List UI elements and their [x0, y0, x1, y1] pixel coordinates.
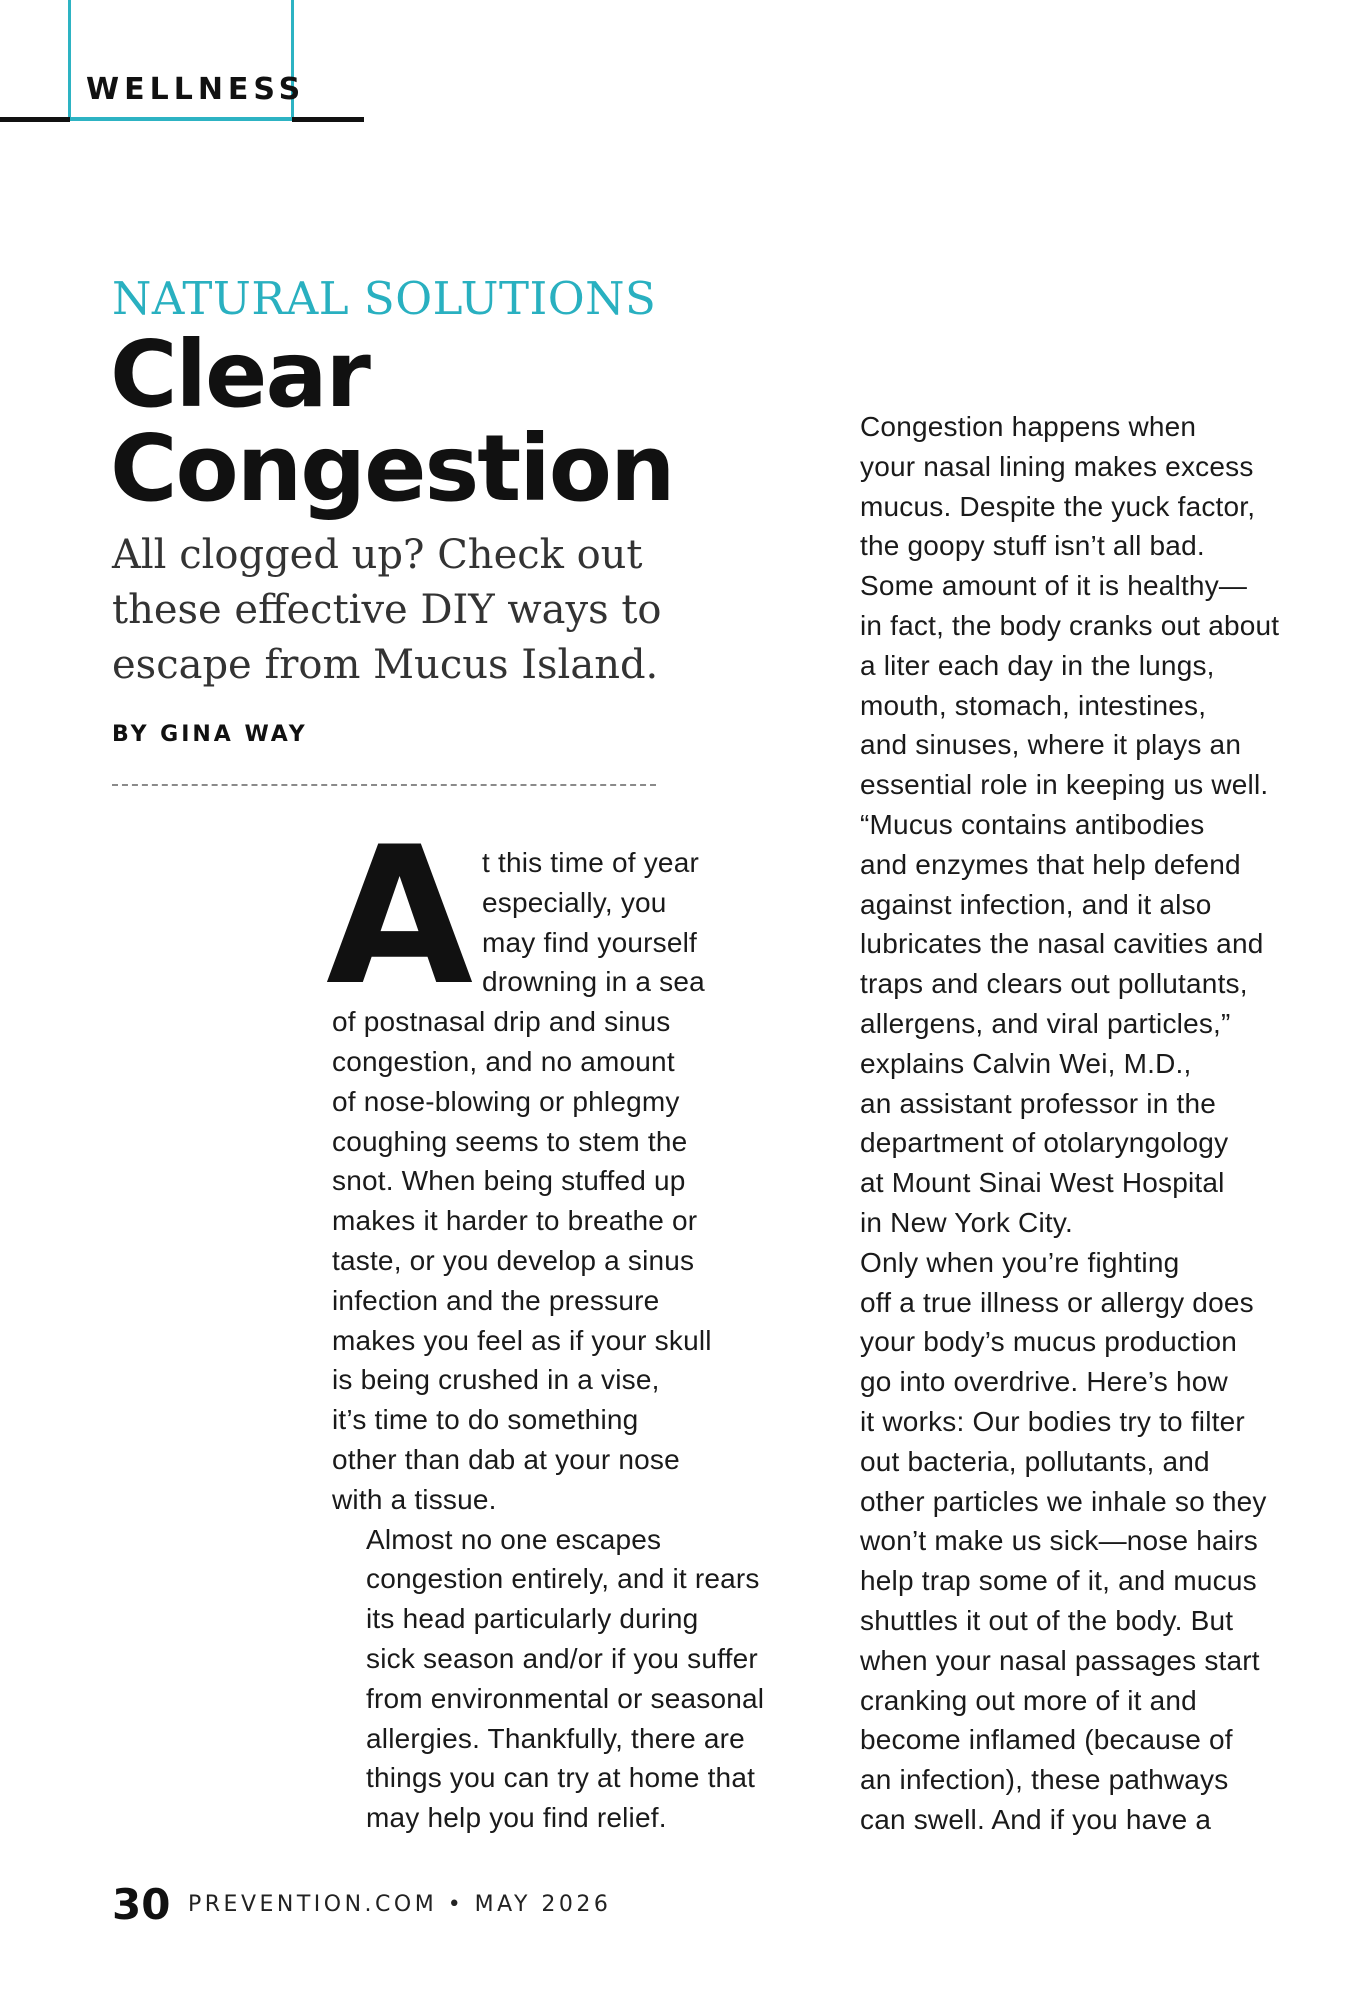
section-label: WELLNESS [86, 72, 306, 107]
text-line: coughing seems to stem the [332, 1125, 688, 1157]
text-line: Only when you’re fighting [860, 1246, 1180, 1278]
text-line: go into overdrive. Here’s how [860, 1366, 1228, 1398]
text-line: of postnasal drip and sinus [332, 1006, 671, 1038]
text-line: help trap some of it, and mucus [860, 1565, 1257, 1597]
text-line: infection and the pressure [332, 1284, 660, 1316]
dashed-divider [112, 784, 656, 786]
text-line: against infection, and it also [860, 888, 1212, 920]
header-rule-left [0, 117, 70, 122]
text-line: drowning in a sea [482, 966, 705, 998]
text-line: from environmental or seasonal [366, 1682, 765, 1714]
text-line: cranking out more of it and [860, 1684, 1197, 1716]
text-line: shuttles it out of the body. But [860, 1604, 1234, 1636]
text-line: your nasal lining makes excess [860, 450, 1254, 482]
kicker: NATURAL SOLUTIONS [112, 272, 657, 325]
text-line: at Mount Sinai West Hospital [860, 1167, 1225, 1199]
text-line: it works: Our bodies try to filter [860, 1405, 1245, 1437]
publication-folio: PREVENTION.COM • MAY 2026 [188, 1892, 612, 1917]
text-line: with a tissue. [332, 1483, 497, 1515]
text-line: is being crushed in a vise, [332, 1364, 660, 1396]
text-line: out bacteria, pollutants, and [860, 1445, 1210, 1477]
page-number: 30 [112, 1880, 171, 1929]
text-line: become inflamed (because of [860, 1724, 1233, 1756]
header-rule-right [292, 117, 364, 122]
text-line: may help you find relief. [366, 1802, 667, 1834]
text-line: the goopy stuff isn’t all bad. [860, 530, 1205, 562]
paragraph [826, 1243, 1346, 1840]
text-line: an infection), these pathways [860, 1764, 1229, 1796]
text-line: other particles we inhale so they [860, 1485, 1267, 1517]
text-line: Almost no one escapes [366, 1523, 662, 1555]
text-line: can swell. And if you have a [860, 1803, 1212, 1835]
text-line: your body’s mucus production [860, 1326, 1238, 1358]
byline: BY GINA WAY [112, 722, 308, 747]
text-line: and enzymes that help defend [860, 848, 1241, 880]
text-line: Some amount of it is healthy— [860, 570, 1248, 602]
text-line: allergens, and viral particles,” [860, 1007, 1231, 1039]
title-line: Clear [110, 321, 369, 428]
text-line: especially, you [482, 886, 667, 918]
article-column-1 [332, 843, 792, 1838]
text-line: of nose-blowing or phlegmy [332, 1085, 680, 1117]
title-line: Congestion [110, 415, 674, 522]
text-line: may find yourself [482, 926, 698, 958]
text-line: sick season and/or if you suffer [366, 1642, 758, 1674]
dek-line: All clogged up? Check out [112, 532, 643, 578]
text-line: congestion, and no amount [332, 1045, 675, 1077]
paragraph [826, 407, 1346, 805]
text-line: Congestion happens when [860, 411, 1197, 442]
text-line: taste, or you develop a sinus [332, 1244, 695, 1276]
text-line: things you can try at home that [366, 1762, 756, 1794]
text-line: traps and clears out pollutants, [860, 968, 1248, 1000]
dek [112, 528, 692, 693]
paragraph [332, 843, 792, 1520]
dek-line: escape from Mucus Island. [112, 642, 659, 688]
page-title [110, 321, 730, 522]
drop-cap: A [326, 806, 474, 1027]
text-line: when your nasal passages start [860, 1644, 1260, 1676]
text-line: in fact, the body cranks out about [860, 609, 1280, 641]
paragraph [826, 805, 1346, 1243]
text-line: explains Calvin Wei, M.D., [860, 1047, 1192, 1079]
text-line: its head particularly during [366, 1603, 699, 1635]
text-line: off a true illness or allergy does [860, 1286, 1254, 1318]
text-line: mouth, stomach, intestines, [860, 689, 1207, 721]
text-line: makes you feel as if your skull [332, 1324, 712, 1356]
text-line: and sinuses, where it plays an [860, 729, 1242, 761]
text-line: allergies. Thankfully, there are [366, 1722, 745, 1754]
dek-line: these effective DIY ways to [112, 587, 662, 633]
text-line: it’s time to do something [332, 1404, 639, 1436]
text-line: snot. When being stuffed up [332, 1165, 686, 1197]
text-line: t this time of year [482, 847, 699, 878]
text-line: other than dab at your nose [332, 1443, 680, 1475]
text-line: essential role in keeping us well. [860, 769, 1269, 801]
text-line: makes it harder to breathe or [332, 1205, 698, 1237]
text-line: “Mucus contains antibodies [860, 808, 1205, 840]
paragraph [332, 1520, 792, 1838]
text-line: department of otolaryngology [860, 1127, 1229, 1159]
text-line: congestion entirely, and it rears [366, 1563, 760, 1595]
text-line: in New York City. [860, 1206, 1073, 1238]
text-line: lubricates the nasal cavities and [860, 928, 1264, 960]
text-line: won’t make us sick—nose hairs [860, 1525, 1258, 1557]
text-line: an assistant professor in the [860, 1087, 1216, 1119]
article-column-2 [826, 407, 1346, 1840]
text-line: a liter each day in the lungs, [860, 649, 1215, 681]
text-line: mucus. Despite the yuck factor, [860, 490, 1256, 522]
